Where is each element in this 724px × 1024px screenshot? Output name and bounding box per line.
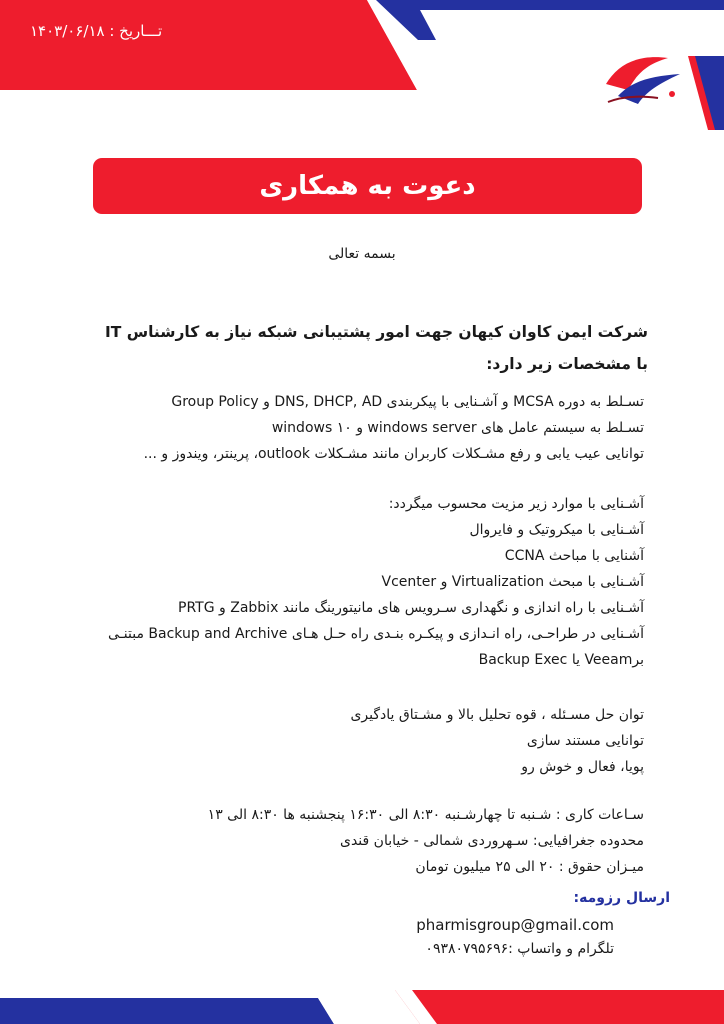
salary: میـزان حقوق : ۲۰ الی ۲۵ میلیون تومان xyxy=(415,859,644,875)
date-label: تـــاریخ : ۱۴۰۳/۰۶/۱۸ xyxy=(30,22,163,40)
contact-phone[interactable]: تلگرام و واتساپ :۰۹۳۸۰۷۹۵۶۹۶ xyxy=(425,941,614,957)
location: محدوده جغرافیایی: سـهروردی شمالی - خیابان قندی xyxy=(339,833,644,849)
advantage-item: آشـنایی در طراحـی، راه انـدازی و پیکـره بنـدی راه حـل هـای Backup and Archive مبتنـی xyxy=(108,626,644,642)
basmala: بسمه تعالی xyxy=(328,246,396,262)
skill-item: پویا، فعال و خوش رو xyxy=(521,759,644,775)
requirement-item: توانایی عیب یابی و رفع مشـکلات کاربران مانند مشـکلات outlook، پرینتر، ویندوز و ... xyxy=(143,446,644,462)
footer-decoration xyxy=(0,990,724,1024)
contact-email[interactable]: pharmisgroup@gmail.com xyxy=(416,916,614,934)
send-resume-label: ارسال رزومه: xyxy=(573,890,670,906)
advantages-heading: آشـنایی با موارد زیر مزیت محسوب میگردد: xyxy=(388,496,644,512)
skill-item: توانایی مستند سازی xyxy=(526,733,644,749)
working-hours: سـاعات کاری : شـنبه تا چهارشـنبه ۸:۳۰ الی ۱۶:۳۰ پنجشنبه ها ۸:۳۰ الی ۱۳ xyxy=(207,807,644,823)
advantage-item: برVeeam یا Backup Exec xyxy=(478,652,644,668)
skill-item: توان حل مسـئله ، قوه تحلیل بالا و مشـتاق یادگیری xyxy=(350,707,644,723)
requirement-item: تسـلط به دوره MCSA و آشـنایی با پیکربندی DNS, DHCP, AD و Group Policy xyxy=(171,394,644,410)
requirement-item: تسـلط به سیستم عامل های windows server و windows ۱۰ xyxy=(271,420,644,436)
advantage-item: آشـنایی با مبحث Virtualization و Vcenter xyxy=(381,574,644,590)
company-logo xyxy=(598,44,688,114)
advantage-item: آشـنایی با میکروتیک و فایروال xyxy=(469,522,644,538)
advantage-item: آشـنایی با راه اندازی و نگهداری سـرویس های مانیتورینگ مانند Zabbix و PRTG xyxy=(178,600,644,616)
advantage-item: آشنایی با مباحث CCNA xyxy=(504,548,644,564)
intro-text: شرکت ایمن کاوان کیهان جهت امور پشتیبانی شبکه نیاز به کارشناس IT با مشخصات زیر دارد: xyxy=(104,323,648,373)
title-banner: دعوت به همکاری xyxy=(93,158,642,214)
